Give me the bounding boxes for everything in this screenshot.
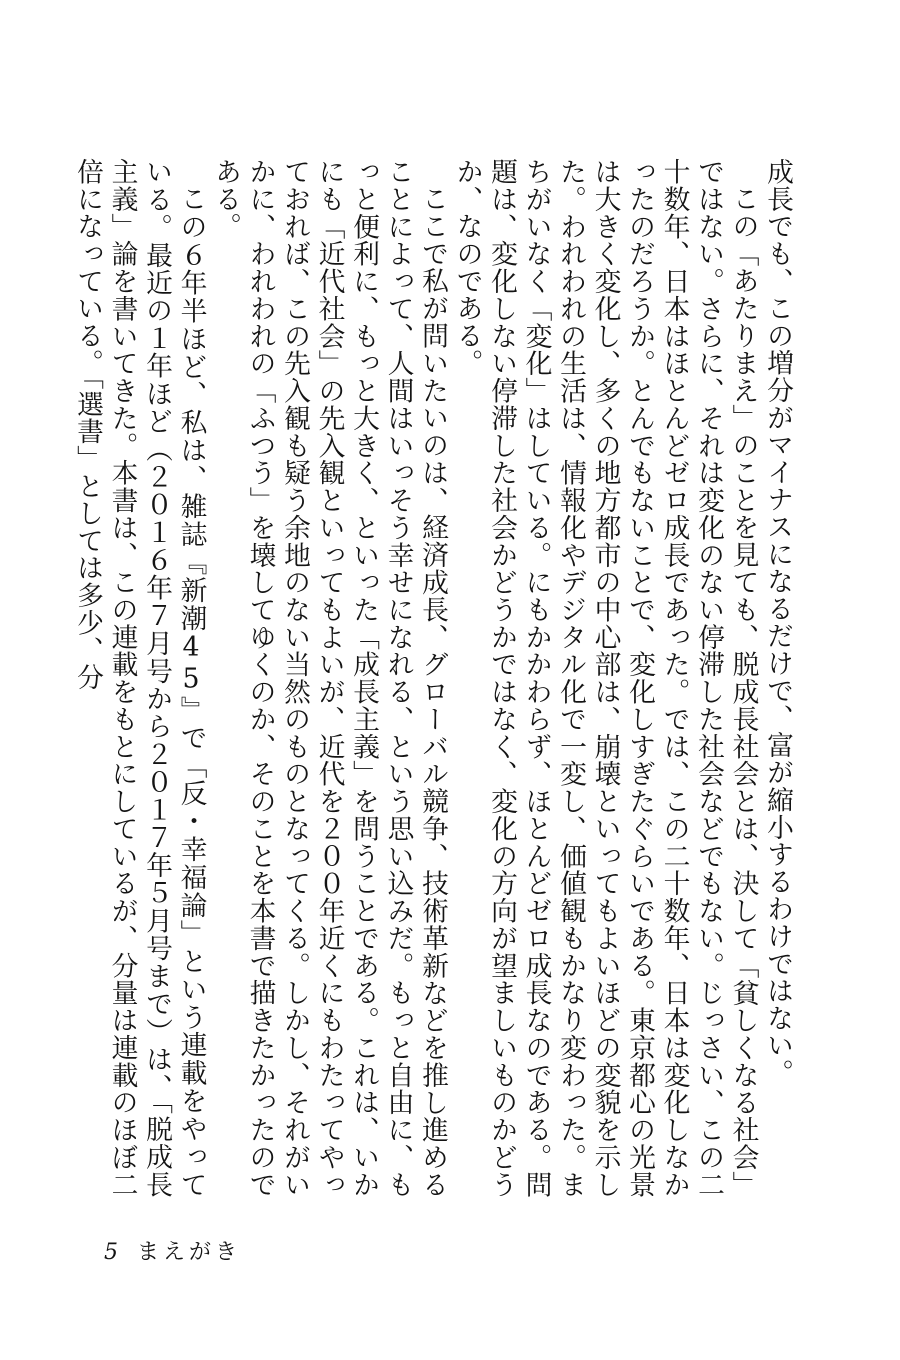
paragraph-4: この６年半ほど、私は、雑誌『新潮45』で「反・幸福論」という連載をやっている。最近の１年ほど（２０１６年７月号から２０１７年５月号まで）は、「脱成長主義」論を書いてきた。本書は、この連載をもとにしているが、分量は連載のほぼ二倍になっている。「選書」としては多少、分 xyxy=(72,158,207,1198)
paragraph-1: 成長でも、この増分がマイナスになるだけで、富が縮小するわけではない。 xyxy=(762,158,793,1087)
paragraph-2: この「あたりまえ」のことを見ても、脱成長社会とは、決して「貧しくなる社会」ではない。さらに、それは変化のない停滞した社会などでもない。じっさい、この二十数年、日本はほとんどゼロ成長であった。では、この二十数年、日本は変化しなかったのだろうか。とんでもないことで、変化しすぎたぐらいである。東京都心の光景は大きく変化し、多くの地方都市の中心部は、崩壊といってもよいほどの変貌を示した。われわれの生活は、情報化やデジタル化で一変し、価値観もかなり変わった。まちがいなく「変化」はしている。にもかかわらず、ほとんどゼロ成長なのである。問題は、変化しない停滞した社会かどうかではなく、変化の方向が望ましいものかどうか、なのである。 xyxy=(451,158,759,1198)
vertical-body-text xyxy=(72,158,794,1198)
page-number: 5 xyxy=(104,1240,118,1265)
paragraph-3: ここで私が問いたいのは、経済成長、グローバル競争、技術革新などを推し進めることによって、人間はいっそう幸せになれる、という思い込みだ。もっと自由に、もっと便利に、もっと大きく、といった「成長主義」を問うことである。これは、いかにも「近代社会」の先入観といってもよいが、近代を２００年近くにもわたってやっておれば、この先入観も疑う余地のない当然のものとなってくる。しかし、それがいかに、われわれの「ふつう」を壊してゆくのか、そのことを本書で描きたかったのである。 xyxy=(210,158,448,1198)
page-footer xyxy=(104,1240,241,1266)
running-title: まえがき xyxy=(137,1240,242,1265)
